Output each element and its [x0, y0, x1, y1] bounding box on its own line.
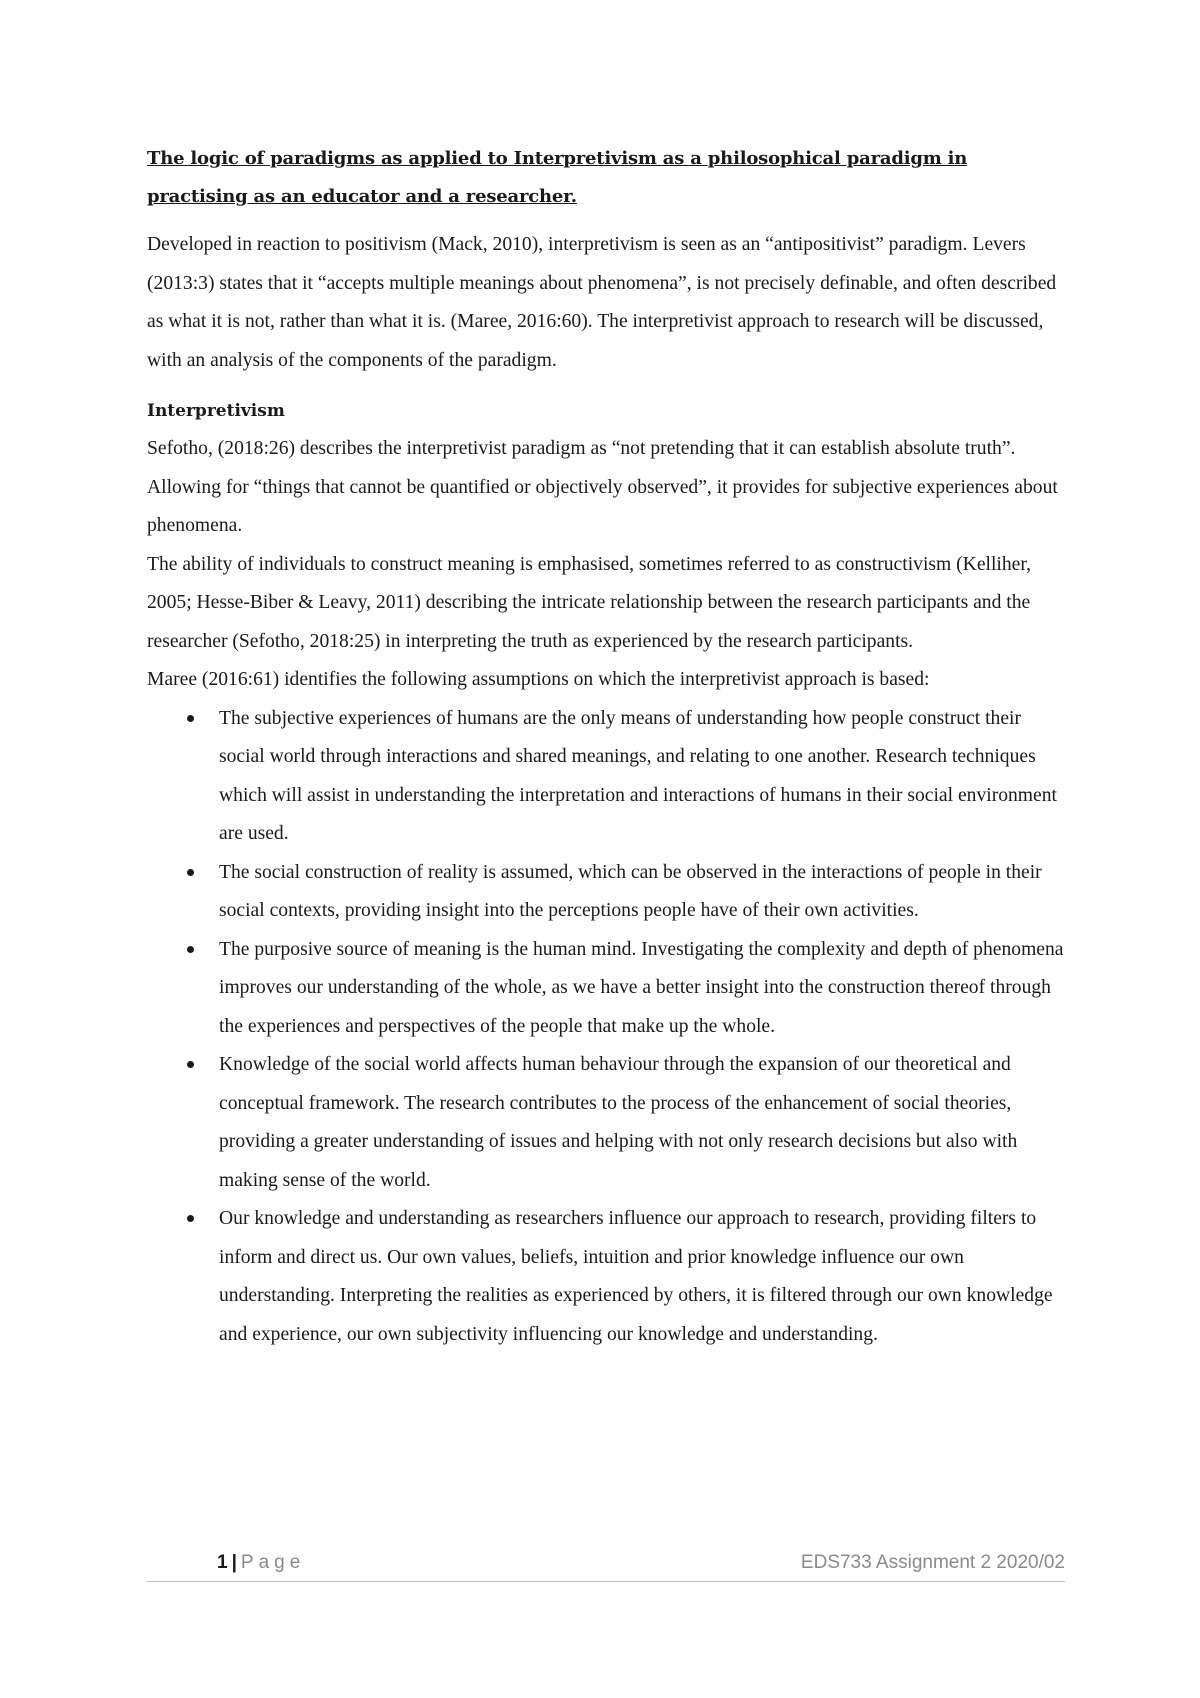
list-item — [147, 700, 1067, 854]
page-label: Page — [240, 1552, 306, 1573]
list-item-text: The subjective experiences of humans are the only means of understanding how people construct their social world through interactions and shared meanings, and relating to one another. Research techniques which will assist in understanding the interpretation and interactions of humans in their social environment are used. — [219, 707, 1057, 844]
document-title: The logic of paradigms as applied to Interpretivism as a philosophical paradigm in practising as an educator and a researcher. — [147, 148, 968, 207]
list-item-text: Knowledge of the social world affects human behaviour through the expansion of our theoretical and conceptual framework. The research contributes to the process of the enhancement of social theories, providing a greater understanding of issues and helping with not only research decisions but also with making sense of the world. — [219, 1054, 1018, 1191]
list-item — [147, 854, 1067, 931]
bullet-icon — [187, 869, 194, 876]
page-number: 1 — [217, 1552, 228, 1573]
bullet-icon — [187, 1215, 194, 1222]
section-heading: Interpretivism — [147, 401, 285, 421]
list-item-text: The purposive source of meaning is the human mind. Investigating the complexity and depth of phenomena improves our understanding of the whole, as we have a better insight into the construction thereof through the experiences and perspectives of the people that make up the whole. — [219, 938, 1064, 1037]
paragraph-sefotho: Sefotho, (2018:26) describes the interpretivist paradigm as “not pretending that it can establish absolute truth”. Allowing for “things that cannot be quantified or objectively observed”, it provides for subjective experiences about phenomena. — [147, 438, 1058, 536]
footer-page-indicator — [217, 1551, 305, 1575]
intro-paragraph: Developed in reaction to positivism (Mack, 2010), interpretivism is seen as an “antipositivist” paradigm. Levers (2013:3) states that it “accepts multiple meanings about phenomena”, is not precisely definable, and often described as what it is not, rather than what it is. (Maree, 2016:60). The interpretivist approach to research will be discussed, with an analysis of the components of the paradigm. — [147, 234, 1057, 371]
list-item — [147, 1200, 1067, 1354]
footer-separator: | — [231, 1552, 237, 1573]
list-item-text: Our knowledge and understanding as researchers influence our approach to research, providing filters to inform and direct us. Our own values, beliefs, intuition and prior knowledge influence our own understanding. Interpreting the realities as experienced by others, it is filtered through our own knowledge and experience, our own subjectivity influencing our knowledge and understanding. — [219, 1208, 1053, 1345]
page-footer — [147, 1551, 1065, 1582]
list-item — [147, 931, 1067, 1047]
bullet-icon — [187, 1061, 194, 1068]
page-content — [147, 140, 1067, 1354]
bullet-icon — [187, 715, 194, 722]
assumptions-list — [147, 700, 1067, 1355]
paragraph-constructivism: The ability of individuals to construct meaning is emphasised, sometimes referred to as constructivism (Kelliher, 2005; Hesse-Biber & Leavy, 2011) describing the intricate relationship between the research participants and the researcher (Sefotho, 2018:25) in interpreting the truth as experienced by the research participants. — [147, 553, 1031, 652]
bullet-icon — [187, 946, 194, 953]
paragraph-assumptions-intro: Maree (2016:61) identifies the following assumptions on which the interpretivist approach is based: — [147, 669, 930, 690]
course-label: EDS733 Assignment 2 2020/02 — [800, 1552, 1065, 1573]
list-item-text: The social construction of reality is assumed, which can be observed in the interactions of people in their social contexts, providing insight into the perceptions people have of their own activities. — [219, 861, 1042, 921]
list-item — [147, 1046, 1067, 1200]
